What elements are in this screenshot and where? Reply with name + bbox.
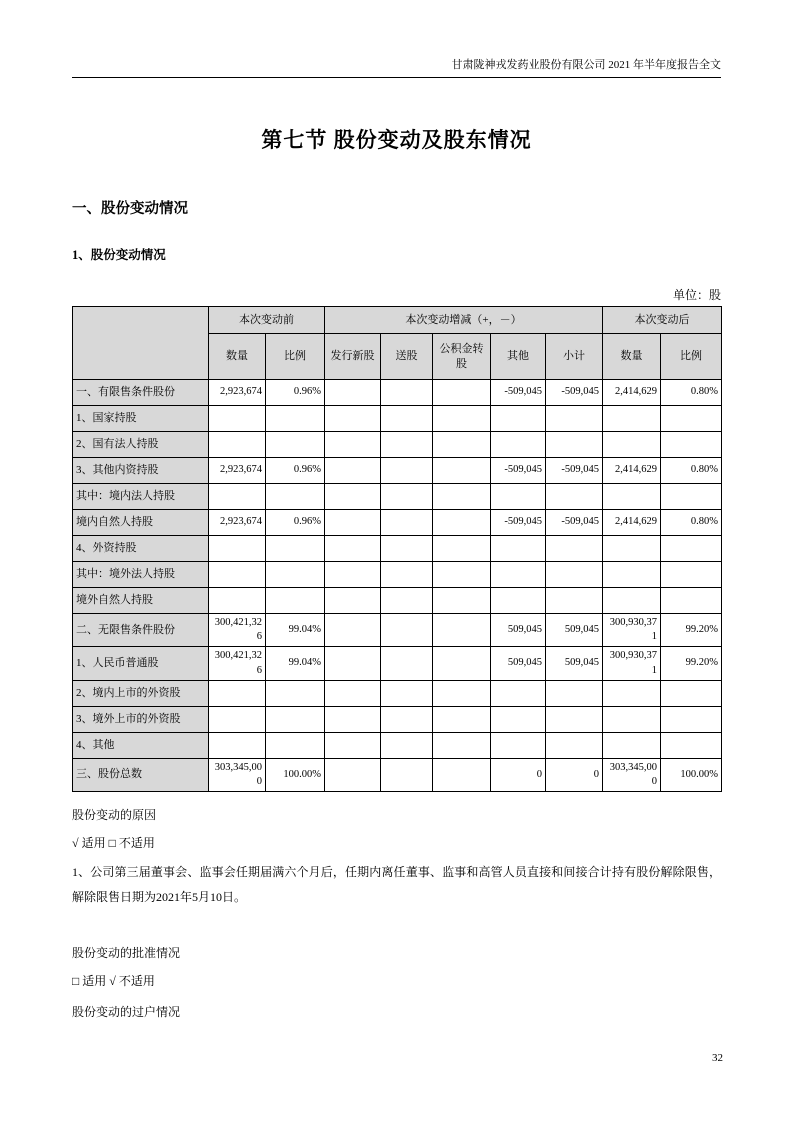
subsection-heading: 1、股份变动情况 <box>72 248 166 262</box>
column-header-quantity-before: 数量 <box>209 334 266 380</box>
table-cell: 509,045 <box>546 614 603 647</box>
table-cell: 300,930,371 <box>603 647 661 680</box>
table-cell: 2,414,629 <box>603 458 661 484</box>
table-row <box>73 510 722 536</box>
table-cell <box>433 536 491 562</box>
section-heading: 一、股份变动情况 <box>72 201 188 217</box>
table-cell <box>546 562 603 588</box>
table-cell <box>266 536 325 562</box>
table-cell <box>603 432 661 458</box>
table-cell <box>209 432 266 458</box>
table-cell: 0 <box>546 758 603 791</box>
row-label: 3、其他内资持股 <box>73 458 209 484</box>
table-cell <box>491 680 546 706</box>
row-label: 4、外资持股 <box>73 536 209 562</box>
table-cell <box>546 706 603 732</box>
table-cell <box>325 432 381 458</box>
table-cell <box>661 588 722 614</box>
unit-label: 单位：股 <box>672 288 721 302</box>
row-label: 3、境外上市的外资股 <box>73 706 209 732</box>
table-cell <box>433 562 491 588</box>
table-cell <box>325 458 381 484</box>
table-cell: 0.96% <box>266 510 325 536</box>
table-cell <box>266 706 325 732</box>
table-cell <box>381 647 433 680</box>
table-cell <box>266 732 325 758</box>
table-cell <box>433 647 491 680</box>
table-cell <box>546 484 603 510</box>
table-cell <box>381 380 433 406</box>
table-cell <box>381 536 433 562</box>
table-cell: 99.20% <box>661 614 722 647</box>
table-cell: 99.04% <box>266 647 325 680</box>
row-label: 4、其他 <box>73 732 209 758</box>
table-cell <box>325 380 381 406</box>
header-group-change: 本次变动增减（+，－） <box>325 307 603 334</box>
report-header <box>72 0 721 78</box>
table-cell <box>491 706 546 732</box>
table-cell <box>433 380 491 406</box>
table-cell <box>491 588 546 614</box>
row-label: 二、无限售条件股份 <box>73 614 209 647</box>
table-cell <box>661 706 722 732</box>
table-cell: 100.00% <box>266 758 325 791</box>
table-cell: 0 <box>491 758 546 791</box>
table-cell <box>381 680 433 706</box>
table-cell: -509,045 <box>546 510 603 536</box>
table-cell <box>491 484 546 510</box>
column-header-new-shares: 发行新股 <box>325 334 381 380</box>
table-cell: 2,923,674 <box>209 458 266 484</box>
table-cell <box>381 588 433 614</box>
table-cell <box>209 706 266 732</box>
table-cell <box>325 484 381 510</box>
table-row <box>73 680 722 706</box>
table-cell <box>546 536 603 562</box>
row-label: 境内自然人持股 <box>73 510 209 536</box>
table-cell <box>661 732 722 758</box>
table-cell <box>325 706 381 732</box>
table-cell <box>381 706 433 732</box>
table-cell <box>266 406 325 432</box>
table-cell <box>381 510 433 536</box>
table-cell <box>603 680 661 706</box>
column-header-bonus-shares: 送股 <box>381 334 433 380</box>
table-cell <box>603 562 661 588</box>
table-cell <box>266 680 325 706</box>
table-cell <box>381 562 433 588</box>
table-cell <box>433 706 491 732</box>
table-cell <box>209 536 266 562</box>
table-cell <box>433 614 491 647</box>
table-cell: 2,923,674 <box>209 380 266 406</box>
column-header-subtotal: 小计 <box>546 334 603 380</box>
table-cell <box>209 562 266 588</box>
table-cell <box>603 732 661 758</box>
table-row <box>73 432 722 458</box>
table-cell <box>325 758 381 791</box>
table-cell: 0.96% <box>266 458 325 484</box>
table-cell <box>603 484 661 510</box>
table-cell <box>381 614 433 647</box>
table-cell: 2,923,674 <box>209 510 266 536</box>
table-cell: -509,045 <box>491 380 546 406</box>
table-cell <box>546 732 603 758</box>
table-cell <box>546 680 603 706</box>
table-cell <box>325 406 381 432</box>
table-row <box>73 758 722 791</box>
row-label: 其中：境内法人持股 <box>73 484 209 510</box>
table-cell <box>325 680 381 706</box>
table-cell <box>266 562 325 588</box>
reason-paragraph: 1、公司第三届董事会、监事会任期届满六个月后，任期内离任董事、监事和高管人员直接和间接合计持有股份解除限售，解除限售日期为2021年5月10日。 <box>72 865 721 904</box>
table-cell <box>325 510 381 536</box>
table-cell <box>209 732 266 758</box>
table-cell <box>491 562 546 588</box>
table-cell: 0.80% <box>661 380 722 406</box>
table-cell <box>381 406 433 432</box>
column-header-ratio-after: 比例 <box>661 334 722 380</box>
row-label: 其中：境外法人持股 <box>73 562 209 588</box>
table-cell <box>209 588 266 614</box>
row-label: 1、人民币普通股 <box>73 647 209 680</box>
table-corner-cell <box>73 307 209 380</box>
table-cell <box>661 680 722 706</box>
table-cell <box>381 458 433 484</box>
table-row <box>73 732 722 758</box>
table-cell <box>491 432 546 458</box>
table-cell <box>433 732 491 758</box>
table-cell <box>381 732 433 758</box>
table-cell <box>325 647 381 680</box>
table-cell <box>209 406 266 432</box>
table-cell: 303,345,000 <box>209 758 266 791</box>
column-header-ratio-before: 比例 <box>266 334 325 380</box>
table-cell <box>325 536 381 562</box>
table-cell: -509,045 <box>491 458 546 484</box>
table-cell: 100.00% <box>661 758 722 791</box>
table-cell <box>209 484 266 510</box>
row-label: 2、国有法人持股 <box>73 432 209 458</box>
table-cell: 99.04% <box>266 614 325 647</box>
chapter-title: 第七节 股份变动及股东情况 <box>261 128 532 152</box>
table-cell <box>661 536 722 562</box>
column-header-reserve-conversion: 公积金转股 <box>433 334 491 380</box>
table-cell <box>266 432 325 458</box>
table-row <box>73 536 722 562</box>
column-header-other: 其他 <box>491 334 546 380</box>
table-cell: 0.96% <box>266 380 325 406</box>
table-cell <box>603 588 661 614</box>
share-change-table <box>72 306 722 792</box>
table-cell <box>546 406 603 432</box>
table-cell: 300,421,326 <box>209 614 266 647</box>
table-cell: 2,414,629 <box>603 380 661 406</box>
page-number: 32 <box>712 1052 723 1064</box>
table-cell: 509,045 <box>546 647 603 680</box>
table-cell: 2,414,629 <box>603 510 661 536</box>
table-cell <box>491 732 546 758</box>
report-header-text: 甘肃陇神戎发药业股份有限公司 2021 年半年度报告全文 <box>451 59 721 71</box>
transfer-title: 股份变动的过户情况 <box>72 1005 181 1020</box>
table-row <box>73 588 722 614</box>
reason-applicability-line: √ 适用 □ 不适用 <box>72 836 155 851</box>
approval-applicability-line: □ 适用 √ 不适用 <box>72 974 155 989</box>
table-row <box>73 614 722 647</box>
reason-title: 股份变动的原因 <box>72 808 157 823</box>
table-cell <box>433 484 491 510</box>
table-row <box>73 484 722 510</box>
table-cell <box>603 406 661 432</box>
table-cell <box>433 406 491 432</box>
table-cell: -509,045 <box>546 458 603 484</box>
table-cell <box>661 562 722 588</box>
table-cell <box>325 562 381 588</box>
row-label: 境外自然人持股 <box>73 588 209 614</box>
table-cell: -509,045 <box>491 510 546 536</box>
table-cell: 303,345,000 <box>603 758 661 791</box>
table-cell <box>325 614 381 647</box>
table-cell <box>381 432 433 458</box>
table-cell <box>433 458 491 484</box>
table-cell <box>603 536 661 562</box>
table-row <box>73 562 722 588</box>
share-table-body <box>73 380 722 792</box>
approval-title: 股份变动的批准情况 <box>72 946 181 961</box>
table-cell: 99.20% <box>661 647 722 680</box>
table-cell <box>266 484 325 510</box>
table-cell <box>433 510 491 536</box>
table-row <box>73 647 722 680</box>
table-cell <box>491 536 546 562</box>
table-row <box>73 406 722 432</box>
table-cell <box>433 588 491 614</box>
table-cell <box>433 758 491 791</box>
table-cell: 300,421,326 <box>209 647 266 680</box>
row-label: 一、有限售条件股份 <box>73 380 209 406</box>
table-cell <box>325 588 381 614</box>
table-cell <box>661 484 722 510</box>
table-header <box>73 307 722 380</box>
table-cell <box>266 588 325 614</box>
table-cell: 509,045 <box>491 647 546 680</box>
table-cell <box>325 732 381 758</box>
table-cell: 509,045 <box>491 614 546 647</box>
row-label: 1、国家持股 <box>73 406 209 432</box>
table-row <box>73 706 722 732</box>
table-row <box>73 458 722 484</box>
table-cell <box>661 432 722 458</box>
table-cell: -509,045 <box>546 380 603 406</box>
table-cell: 300,930,371 <box>603 614 661 647</box>
header-group-after: 本次变动后 <box>603 307 722 334</box>
table-row <box>73 380 722 406</box>
table-header-group-row <box>73 307 722 334</box>
table-cell <box>433 432 491 458</box>
header-group-before: 本次变动前 <box>209 307 325 334</box>
column-header-quantity-after: 数量 <box>603 334 661 380</box>
table-cell <box>381 484 433 510</box>
table-cell <box>603 706 661 732</box>
table-cell <box>661 406 722 432</box>
table-cell <box>433 680 491 706</box>
table-cell <box>546 432 603 458</box>
table-cell <box>546 588 603 614</box>
table-cell: 0.80% <box>661 458 722 484</box>
table-cell: 0.80% <box>661 510 722 536</box>
row-label: 三、股份总数 <box>73 758 209 791</box>
table-cell <box>209 680 266 706</box>
table-cell <box>491 406 546 432</box>
row-label: 2、境内上市的外资股 <box>73 680 209 706</box>
table-cell <box>381 758 433 791</box>
